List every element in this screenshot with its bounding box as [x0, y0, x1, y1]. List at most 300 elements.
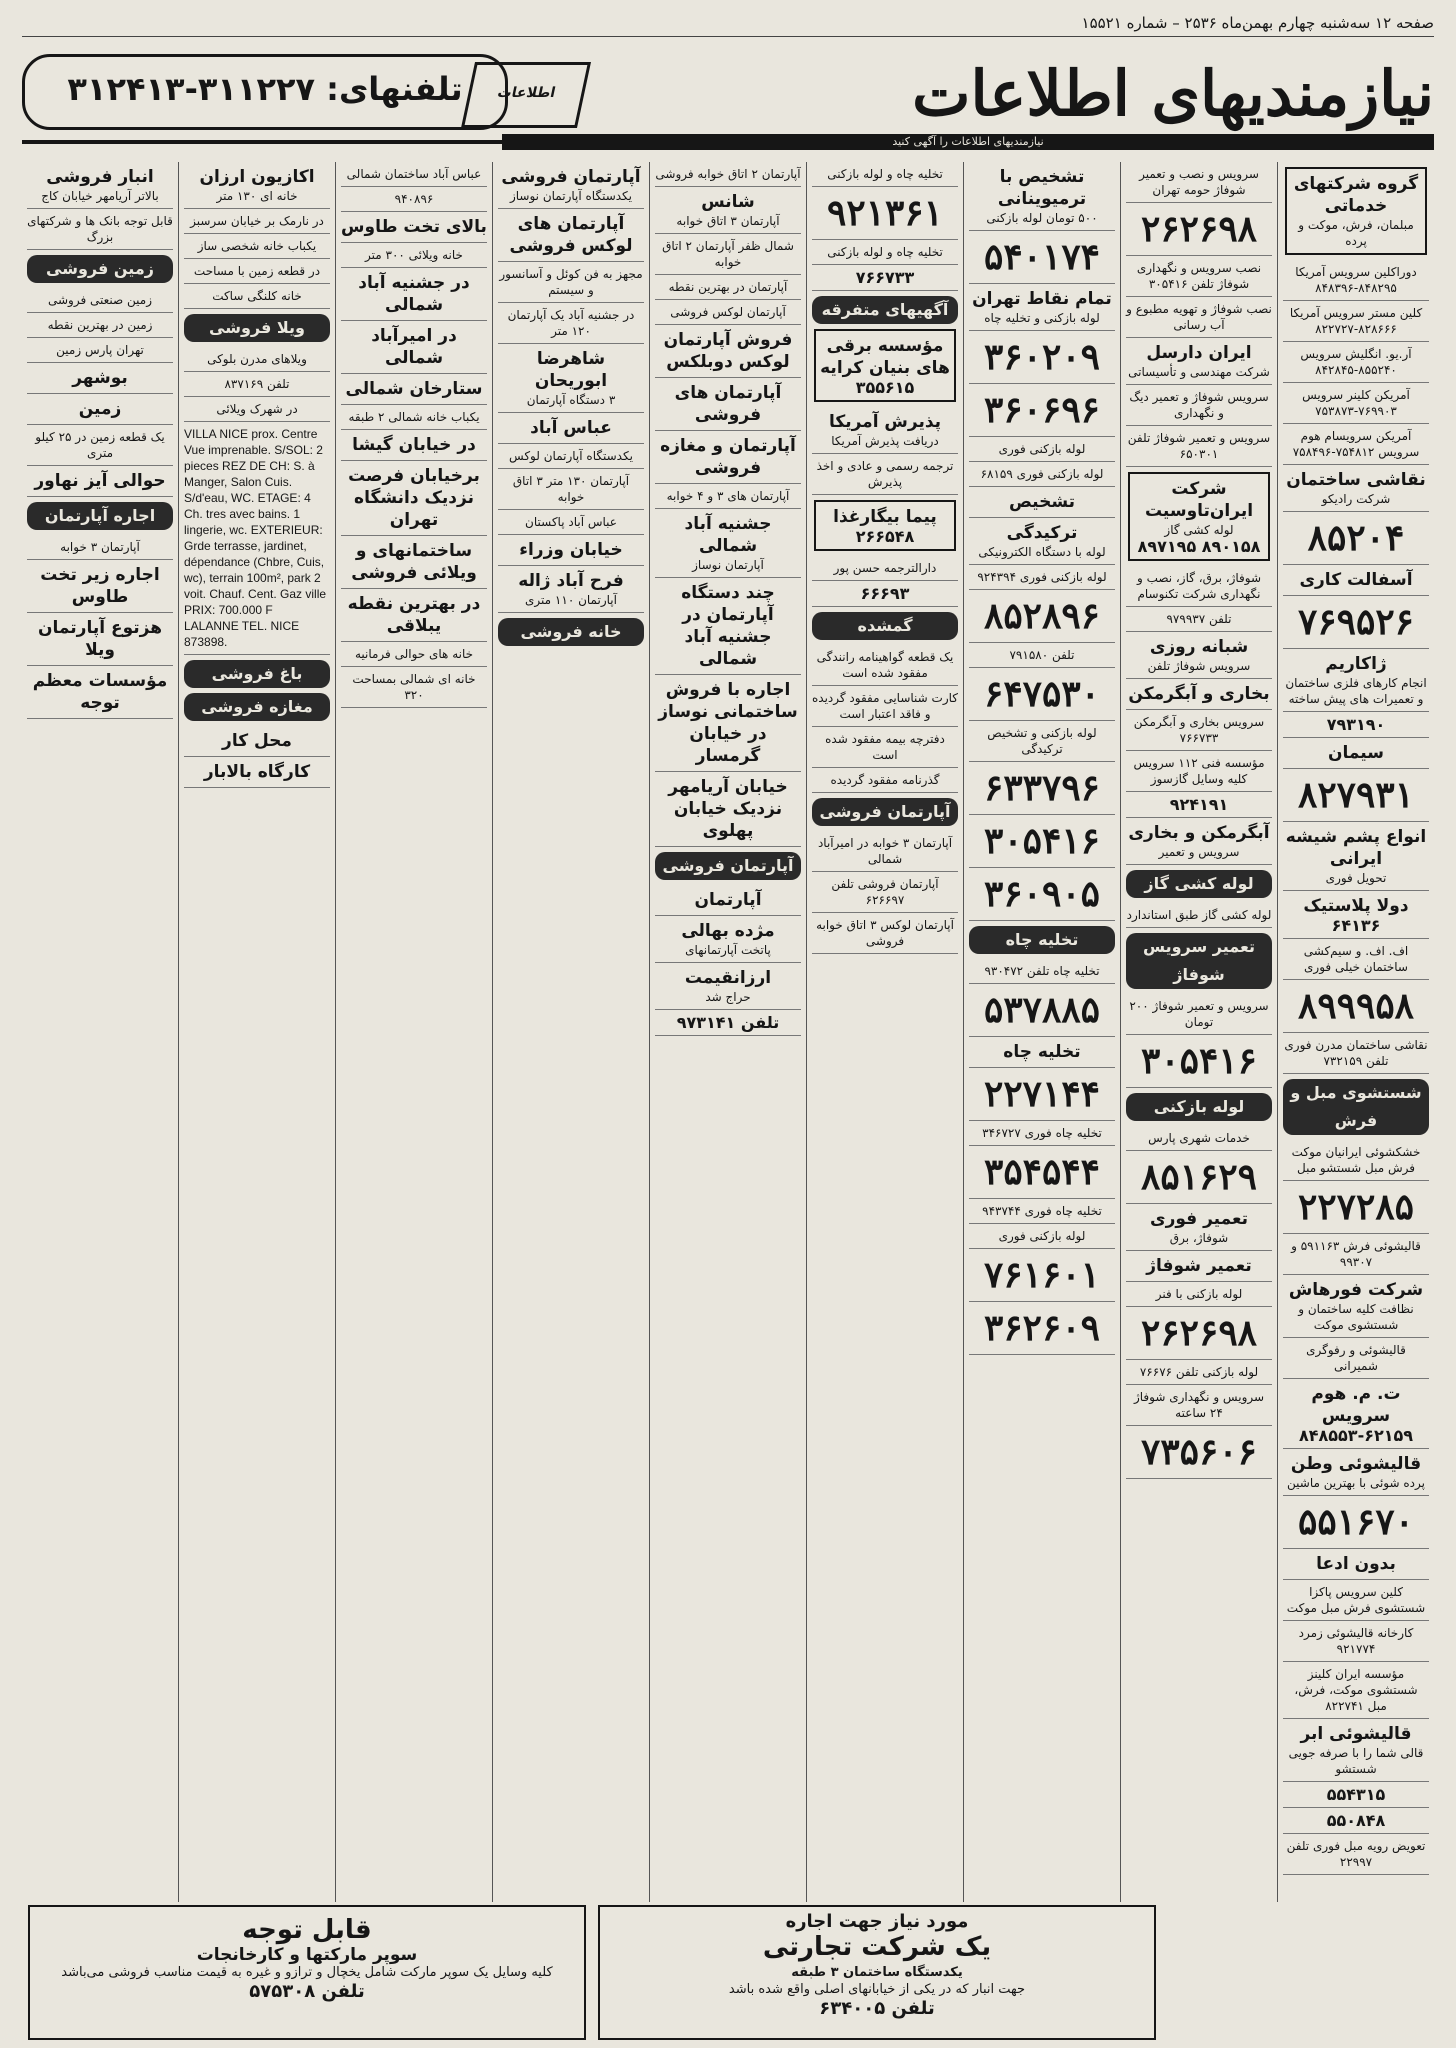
ad-text: شمال ظفر آپارتمان ۲ اتاق خوابه	[662, 239, 794, 269]
classified-ad	[1126, 385, 1272, 426]
classified-ad	[812, 645, 958, 686]
classified-ad	[27, 313, 173, 338]
ad-text: سرویس و تعمیر شوفاژ تلفن ۶۵۰۳۰۱	[1127, 431, 1271, 461]
ad-heading: زمین	[78, 399, 122, 419]
classified-ad	[969, 668, 1115, 721]
masthead-rule	[22, 140, 502, 144]
ad-text: نظافت کلیه ساختمان و شستشوی موکت	[1298, 1302, 1414, 1332]
ad-text: زمین صنعتی فروشی	[47, 293, 153, 307]
category-header: مغازه فروشی	[184, 693, 330, 721]
ad-heading: تخلیه چاه	[1003, 1042, 1081, 1062]
classified-ad	[341, 667, 487, 708]
classified-ad	[184, 397, 330, 422]
classified-ad	[1283, 465, 1429, 512]
ad-heading: آپارتمان فروشی	[501, 167, 641, 187]
classified-ad	[969, 1249, 1115, 1302]
ad-text: عباس آباد پاکستان	[525, 515, 617, 529]
classified-ad	[498, 344, 644, 413]
category-header: باغ فروشی	[184, 660, 330, 688]
classified-ad	[812, 240, 958, 265]
classified-ad	[812, 556, 958, 581]
classified-ad	[1126, 1385, 1272, 1426]
ad-text: مؤسسه فنی ۱۱۲ سرویس کلیه وسایل گازسوز	[1133, 756, 1265, 786]
classified-ad	[1283, 1379, 1429, 1449]
classified-ad	[1283, 1662, 1429, 1719]
ad-text: انجام کارهای فلزی ساختمان و تعمیرات های پیش ساخته	[1285, 676, 1427, 706]
bottom-ads	[22, 1905, 1162, 2040]
classified-ad	[1126, 203, 1272, 256]
classified-ad	[27, 338, 173, 363]
classified-ad	[27, 288, 173, 313]
bottom-ad-notice-body: کلیه وسایل یک سوپر مارکت شامل یخچال و ترازو و غیره به قیمت مناسب فروشی می‌باشد	[61, 1965, 553, 1980]
ad-heading: ژاکاریم	[1325, 654, 1387, 674]
ad-text: بالاتر آریامهر خیابان کاج	[41, 189, 159, 203]
ad-text: خانه ای شمالی بمساحت ۳۲۰	[352, 672, 476, 702]
classified-ad	[1126, 792, 1272, 818]
classified-ad	[1283, 1782, 1429, 1808]
ad-phone-large: ۸۵۲۸۹۶	[983, 595, 1100, 637]
classified-ad	[27, 363, 173, 394]
ad-text: تلفن ۹۷۹۹۳۷	[1166, 612, 1232, 626]
ad-phone-large: ۳۶۰۲۰۹	[983, 336, 1100, 378]
classified-ad	[812, 265, 958, 291]
ad-heading: فرح آباد ژاله	[518, 571, 624, 591]
ad-heading: تمام نقاط تهران	[972, 289, 1112, 309]
classified-ad	[812, 768, 958, 793]
ad-heading: بدون ادعا	[1316, 1554, 1396, 1574]
classified-ad	[184, 372, 330, 397]
classified-ad	[341, 405, 487, 430]
classified-ad	[1283, 342, 1429, 383]
ad-text: اف. اف. و سیم‌کشی ساختمان خیلی فوری	[1303, 944, 1409, 974]
classified-ad	[341, 461, 487, 536]
classified-ad	[341, 268, 487, 321]
classified-ad	[969, 1121, 1115, 1146]
classified-ad	[184, 209, 330, 234]
ad-text: آمریکن کلینر سرویس ۷۶۹۹۰۳-۷۵۳۸۷۳	[1302, 388, 1410, 418]
ad-text: VILLA NICE prox. Centre Vue imprenable. S/SOL: 2 pieces REZ DE CH: S. à Manger, Salon Cuis. S/d'eau, WC. ETAGE: 4 Ch. tres avec bains. 1 lingerie, wc. EXTERIEUR: Grde terrasse, jardinet, dépendance (Chbre, Cuis, wc), terrain 100m², park 2 voit. Chauf. Cent. Gaz ville PRIX: 700.000 F LALANNE TEL. NICE 873898.	[184, 427, 327, 649]
classified-ad	[655, 772, 801, 847]
ad-phone-large: ۳۵۴۵۴۴	[983, 1151, 1100, 1193]
classified-ad	[1283, 891, 1429, 939]
ad-phone-large: ۳۰۵۴۱۶	[983, 820, 1100, 862]
classified-column	[806, 162, 963, 1902]
category-header: تعمیر سرویس شوفاژ	[1126, 933, 1272, 989]
newspaper-logo: اطلاعات	[461, 62, 591, 128]
bottom-ad-notice	[28, 1905, 586, 2040]
ad-text: آپارتمان لوکس ۳ اتاق خوابه فروشی	[816, 918, 954, 948]
ad-text: تخلیه چاه فوری ۳۴۶۷۲۷	[982, 1126, 1102, 1140]
classified-ad	[1126, 162, 1272, 203]
classified-ad	[1283, 980, 1429, 1033]
classified-ad	[1283, 260, 1429, 301]
classified-ad	[184, 284, 330, 309]
classified-ad	[341, 243, 487, 268]
classified-ad	[1126, 566, 1272, 607]
classified-ad	[969, 1068, 1115, 1121]
ad-heading: در جشنیه آباد شمالی	[358, 273, 470, 315]
classified-ad	[1126, 710, 1272, 751]
classified-ad	[969, 518, 1115, 565]
classified-ad	[498, 413, 644, 444]
classified-ad	[498, 510, 644, 535]
ad-text: نقاشی ساختمان مدرن فوری تلفن ۷۳۲۱۵۹	[1284, 1038, 1428, 1068]
ad-phone-large: ۳۶۰۹۰۵	[983, 873, 1100, 915]
ad-text: سرویس و تعمیر شوفاژ ۲۰۰ تومان	[1129, 999, 1269, 1029]
classified-ad	[655, 234, 801, 275]
ad-heading: پیما بیگارغذا	[833, 507, 937, 527]
ad-text: لوله بازکنی فوری	[998, 1229, 1086, 1243]
ad-phone-large: ۸۵۲۰۴	[1307, 517, 1405, 559]
ad-heading: ترکیدگی	[1006, 523, 1078, 543]
masthead-band: نیازمندیهای اطلاعات را آگهی کنید	[502, 134, 1434, 150]
classified-ad	[1283, 822, 1429, 891]
ad-text: شرکت مهندسی و تأسیساتی	[1128, 365, 1270, 379]
ad-text: یک قطعه زمین در ۲۵ کیلو متری	[35, 430, 165, 460]
ad-heading: مژده بهالی	[681, 921, 775, 941]
classified-ad	[1283, 596, 1429, 649]
ad-text: سرویس شوفاژ و تعمیر دیگ و نگهداری	[1129, 390, 1269, 420]
category-header: آپارتمان فروشی	[655, 852, 801, 880]
ad-text: تلفن ۷۹۱۵۸۰	[1009, 648, 1075, 662]
classified-ad	[27, 394, 173, 425]
ad-text: خانه ویلائی ۳۰۰ متر	[365, 248, 463, 262]
ad-text: سرویس شوفاژ تلفن	[1147, 659, 1251, 673]
section-title: نیازمندیهای اطلاعات	[912, 57, 1434, 130]
ad-text: شوفاژ، برق، گاز، نصب و نگهداری شرکت تکنوسام	[1136, 571, 1262, 601]
ad-heading: ساختمانهای و ویلائی فروشی	[351, 541, 477, 583]
ad-text: لوله بازکنی فوری	[998, 442, 1086, 456]
ad-text: ۹۴۰۸۹۶	[394, 192, 434, 206]
ad-heading: ارزانقیمت	[684, 968, 772, 988]
ad-phone-large: ۷۳۵۶۰۶	[1140, 1431, 1257, 1473]
ad-text: دفترچه بیمه مفقود شده است	[825, 732, 945, 762]
classified-ad	[969, 1037, 1115, 1068]
classified-ad	[1283, 649, 1429, 712]
ad-text: آپارتمان نوساز	[692, 558, 764, 572]
bottom-ad-rent-phone: تلفن ۶۳۴۰۰۵	[819, 1998, 935, 2019]
classified-ad	[1283, 383, 1429, 424]
ad-heading: اجاره با فروش ساختمانی نوساز در خیابان گرمسار	[658, 680, 798, 766]
ad-heading: آسفالت کاری	[1299, 570, 1413, 590]
ad-text: آپارتمان های ۳ و ۴ خوابه	[666, 489, 790, 503]
classified-ad	[969, 959, 1115, 984]
classified-ad	[1283, 1234, 1429, 1275]
classified-ad	[969, 487, 1115, 518]
classified-ad	[655, 162, 801, 187]
ad-heading: شرکت ایران‌تاوسیت	[1144, 479, 1254, 521]
ad-heading: آبگرمکن و بخاری	[1128, 823, 1270, 843]
ad-heading: آپارتمان های فروشی	[674, 383, 782, 425]
ad-heading: آپارتمان و مغازه فروشی	[660, 436, 796, 478]
classified-ad	[1283, 565, 1429, 596]
classified-ad	[1283, 769, 1429, 822]
ad-phone: ۶۶۶۹۳	[860, 584, 910, 603]
phones-label: تلفنهای:	[326, 70, 463, 108]
ad-heading: در امیرآباد شمالی	[371, 326, 457, 368]
ad-text: یک قطعه گواهینامه رانندگی مفقود شده است	[816, 650, 954, 680]
ad-text: لوله بازکنی و تخلیه چاه	[984, 311, 1100, 325]
ad-phone: ۷۹۳۱۹۰	[1326, 715, 1386, 734]
classified-ad	[969, 762, 1115, 815]
classified-column	[178, 162, 335, 1902]
classified-column	[649, 162, 806, 1902]
classified-ad	[812, 831, 958, 872]
classified-ad	[812, 913, 958, 954]
ad-text: عباس آباد ساختمان شمالی	[346, 167, 482, 181]
ad-heading: انواع پشم شیشه ایرانی	[1285, 827, 1427, 869]
ad-text: آپارتمان لوکس فروشی	[670, 305, 786, 319]
ad-heading: تشخیص	[1008, 492, 1076, 512]
ad-text: آپارتمان ۱۳۰ متر ۳ اتاق خوابه	[512, 474, 630, 504]
classified-ad	[1126, 256, 1272, 297]
classified-ad	[341, 212, 487, 243]
ad-heading: پذیرش آمریکا	[828, 412, 942, 432]
ad-text: آپارتمان ۳ خوابه	[60, 540, 140, 554]
classified-ad	[1283, 1621, 1429, 1662]
ad-text: زمین در بهترین نقطه	[47, 318, 153, 332]
masthead	[22, 54, 1434, 150]
classified-ad	[969, 1302, 1115, 1355]
ad-text: مجهز به فن کوئل و آسانسور و سیستم	[499, 267, 643, 297]
category-header: لوله کشی گاز	[1126, 870, 1272, 898]
ad-text: یکدستگاه آپارتمان لوکس	[509, 449, 633, 463]
classified-ad	[1283, 1808, 1429, 1834]
ad-phone-large: ۲۶۲۶۹۸	[1140, 1312, 1257, 1354]
ad-text: دریافت پذیرش آمریکا	[831, 434, 939, 448]
ad-text: یکدستگاه آپارتمان نوساز	[509, 189, 633, 203]
ad-heading: شبانه روزی	[1149, 637, 1249, 657]
ad-text: شرکت رادیکو	[1321, 492, 1391, 506]
classified-column	[1277, 162, 1434, 1902]
ad-heading: تشخیص با ترمیوینانی	[997, 167, 1087, 209]
phones-number: ۳۱۱۲۲۷-۳۱۲۴۱۳	[67, 70, 316, 108]
classified-ad	[1283, 1580, 1429, 1621]
ad-text: آپارتمان در بهترین نقطه	[668, 280, 788, 294]
ad-heading: مؤسسات معظم توجه	[32, 671, 168, 713]
ad-text: مؤسسه ایران کلینز شستشوی موکت، فرش، مبل ۸۲۲۷۴۱	[1294, 1667, 1418, 1713]
ad-phone-large: ۹۲۱۳۶۱	[826, 192, 943, 234]
classified-ad	[812, 162, 958, 187]
ad-phone-large: ۶۳۳۷۹۶	[983, 767, 1100, 809]
bottom-ad-rent-heading: مورد نیاز جهت اجاره	[785, 1911, 969, 1932]
ad-heading: گروه شرکتهای خدماتی	[1293, 174, 1419, 216]
classified-column	[335, 162, 492, 1902]
classified-ad	[1283, 1140, 1429, 1181]
ad-text: تخلیه چاه و لوله بازکنی	[827, 167, 943, 181]
classified-ad	[341, 536, 487, 589]
classified-ad	[341, 162, 487, 187]
classified-ad	[27, 162, 173, 209]
classified-ad	[655, 916, 801, 963]
classified-ad	[812, 686, 958, 727]
ad-phone-large: ۲۶۲۶۹۸	[1140, 208, 1257, 250]
ad-heading: اجاره زیر تخت طاوس	[40, 565, 160, 607]
classified-ad	[969, 590, 1115, 643]
phones-box	[22, 54, 508, 130]
bottom-ad-rent-company: یک شرکت تجارتی	[762, 1932, 992, 1962]
classified-ad	[969, 462, 1115, 487]
ad-text: دوراکلین سرویس آمریکا ۸۴۸۲۹۵-۸۴۸۳۹۶	[1295, 265, 1417, 295]
ad-text: قالی شما را با صرفه جویی شستشو	[1288, 1746, 1424, 1776]
classified-ad	[1126, 297, 1272, 338]
ad-phone: ۹۲۴۱۹۱	[1169, 795, 1229, 814]
classified-ad	[184, 259, 330, 284]
ad-text: آر.یو. انگلیش سرویس ۸۵۵۲۴۰-۸۴۲۸۴۵	[1300, 347, 1412, 377]
ad-phone-large: ۷۶۹۵۲۶	[1297, 601, 1414, 643]
classified-ad	[969, 1199, 1115, 1224]
ad-text: خانه های حوالی فرمانیه	[354, 647, 474, 661]
ad-text: مبلمان، فرش، موکت و پرده	[1298, 218, 1414, 248]
ad-phone: ۸۹۰۱۵۸ ۸۹۷۱۹۵	[1137, 537, 1261, 556]
category-header: شستشوی مبل و فرش	[1283, 1079, 1429, 1135]
classified-column	[1120, 162, 1277, 1902]
ad-text: لوله کشی گاز طبق استاندارد	[1126, 908, 1272, 922]
classified-ad	[814, 500, 956, 551]
classified-ad	[812, 727, 958, 768]
category-header: آگهیهای متفرقه	[812, 296, 958, 324]
classified-ad	[1126, 426, 1272, 467]
ad-text: تلفن ۸۳۷۱۶۹	[224, 377, 290, 391]
ad-phone: ۵۵۴۳۱۵	[1326, 1785, 1386, 1804]
classified-ad	[969, 162, 1115, 231]
ad-text: نصب سرویس و نگهداری شوفاژ تلفن ۳۰۵۴۱۶	[1136, 261, 1262, 291]
ad-heading: تعمیر فوری	[1150, 1209, 1248, 1229]
classified-ad	[1283, 1275, 1429, 1338]
classified-ad	[969, 331, 1115, 384]
classified-ad	[27, 425, 173, 466]
classified-ad	[969, 643, 1115, 668]
category-header: تخلیه چاه	[969, 926, 1115, 954]
classified-ad	[1126, 1307, 1272, 1360]
classified-ad	[341, 642, 487, 667]
classified-ad	[1126, 607, 1272, 632]
category-header: آپارتمان فروشی	[812, 798, 958, 826]
ad-text: یکباب خانه شمالی ۲ طبقه	[348, 410, 480, 424]
category-header: لوله بازکنی	[1126, 1093, 1272, 1121]
ad-text: تخلیه چاه فوری ۹۴۳۷۴۴	[982, 1204, 1102, 1218]
classified-ad	[341, 430, 487, 461]
ad-phone-large: ۳۶۲۶۰۹	[983, 1307, 1100, 1349]
ad-phone: ۶۴۱۳۶	[1331, 916, 1381, 935]
classified-ad	[184, 726, 330, 757]
ad-phone: ۳۵۵۶۱۵	[855, 378, 915, 397]
classified-ad	[655, 484, 801, 509]
ad-text: لوله با دستگاه الکترونیکی	[978, 545, 1106, 559]
ad-heading: خیابان آریامهر نزدیک خیابان پهلوی	[668, 777, 788, 841]
bottom-ad-rent-body: جهت انبار که در یکی از خیابانهای اصلی واقع شده باشد	[728, 1982, 1026, 1997]
ad-text: قالیشوئی و رفوگری شمیرانی	[1306, 1343, 1406, 1373]
category-header: خانه فروشی	[498, 618, 644, 646]
ad-phone-large: ۲۲۷۱۴۴	[983, 1073, 1100, 1115]
ad-phone-large: ۲۲۷۲۸۵	[1297, 1186, 1414, 1228]
classified-ad	[969, 815, 1115, 868]
classified-ad	[341, 187, 487, 212]
ad-heading: بوشهر	[72, 368, 128, 388]
ad-phone-large: ۵۵۱۶۷۰	[1297, 1501, 1414, 1543]
classified-ad	[812, 581, 958, 607]
classified-ad	[655, 275, 801, 300]
classified-ad	[969, 384, 1115, 437]
ad-heading: محل کار	[222, 731, 292, 751]
ad-heading: تعمیر شوفاژ	[1146, 1256, 1252, 1276]
classified-ad	[184, 347, 330, 372]
classified-ad	[655, 1010, 801, 1036]
category-header: گمشده	[812, 612, 958, 640]
ad-text: ۳ دستگاه آپارتمان	[526, 393, 616, 407]
classified-ad	[655, 885, 801, 916]
ad-heading: انبار فروشی	[46, 167, 154, 187]
classified-ad	[1126, 338, 1272, 385]
ad-text: لوله بازکنی فوری ۶۸۱۵۹	[980, 467, 1104, 481]
ad-heading: کارگاه بالابار	[203, 762, 311, 782]
classified-ad	[1126, 632, 1272, 679]
ad-heading: فروش آپارتمان لوکس دوبلکس	[663, 330, 793, 372]
classified-ad	[1126, 1360, 1272, 1385]
classified-ad	[969, 565, 1115, 590]
ad-text: در قطعه زمین با مساحت	[193, 264, 321, 278]
ad-heading: آپارتمان	[694, 890, 762, 910]
classified-ad	[655, 431, 801, 484]
ad-text: کلین سرویس پاکزا شستشوی فرش مبل موکت	[1286, 1585, 1426, 1615]
classified-ad	[655, 378, 801, 431]
ad-text: آپارتمان ۳ اتاق خوابه	[676, 214, 780, 228]
ad-text: سرویس و نگهداری شوفاژ ۲۴ ساعته	[1133, 1390, 1265, 1420]
ad-text: قابل توجه بانک ها و شرکتهای بزرگ	[27, 214, 173, 244]
ad-text: خشکشوئی ایرانیان موکت فرش مبل شستشو مبل	[1291, 1145, 1421, 1175]
ad-text: حراج شد	[705, 990, 751, 1004]
classified-ad	[1283, 301, 1429, 342]
ad-text: آپارتمان فروشی تلفن ۶۲۶۶۹۷	[831, 877, 939, 907]
classified-ad	[1283, 1719, 1429, 1782]
bottom-ad-rent-building: یکدستگاه ساختمان ۳ طبقه	[791, 1965, 963, 1980]
classified-ad	[814, 329, 956, 402]
classified-ad	[812, 187, 958, 240]
ad-text: ۵۰۰ تومان لوله بازکنی	[986, 211, 1098, 225]
ad-text: خانه کلنگی ساکت	[212, 289, 302, 303]
ad-text: تخلیه چاه تلفن ۹۳۰۴۷۲	[984, 964, 1100, 978]
ad-phone-large: ۷۶۱۶۰۱	[983, 1254, 1100, 1296]
classified-ad	[1126, 1426, 1272, 1479]
classified-ad	[1126, 1282, 1272, 1307]
ad-heading: بالای تخت طاوس	[341, 217, 487, 237]
ad-text: لوله کشی گاز	[1164, 523, 1234, 537]
ad-heading: دولا پلاستیک	[1303, 896, 1409, 916]
classified-ad	[184, 757, 330, 788]
ad-text: گذرنامه مفقود گردیده	[830, 773, 940, 787]
ad-heading: ستارخان شمالی	[345, 379, 483, 399]
ad-heading: هزتوع آپارتمان ویلا	[38, 618, 162, 660]
ad-heading: مؤسسه برقی های بنیان کرایه	[820, 336, 950, 378]
classified-ad	[969, 721, 1115, 762]
ad-heading: در بهترین نقطه یبلاقی	[347, 594, 481, 636]
classified-ad	[969, 231, 1115, 284]
classified-ad	[498, 444, 644, 469]
ad-heading: برخیابان فرصت نزدیک دانشگاه تهران	[348, 466, 480, 530]
ad-text: خانه ای ۱۳۰ متر	[216, 189, 298, 203]
ad-heading: بخاری و آبگرمکن	[1128, 684, 1270, 704]
classified-ad	[184, 234, 330, 259]
ad-phone-large: ۳۶۰۶۹۶	[983, 389, 1100, 431]
classified-ad	[969, 1224, 1115, 1249]
ad-text: تهران پارس زمین	[56, 343, 144, 357]
classified-column	[22, 162, 178, 1902]
classified-ad	[1128, 472, 1270, 561]
classified-ad	[1126, 1151, 1272, 1204]
ad-heading: شاهرضا ابوریحان	[534, 349, 608, 391]
ad-text: سرویس بخاری و آبگرمکن ۷۶۶۷۳۳	[1133, 715, 1265, 745]
classified-column	[492, 162, 649, 1902]
